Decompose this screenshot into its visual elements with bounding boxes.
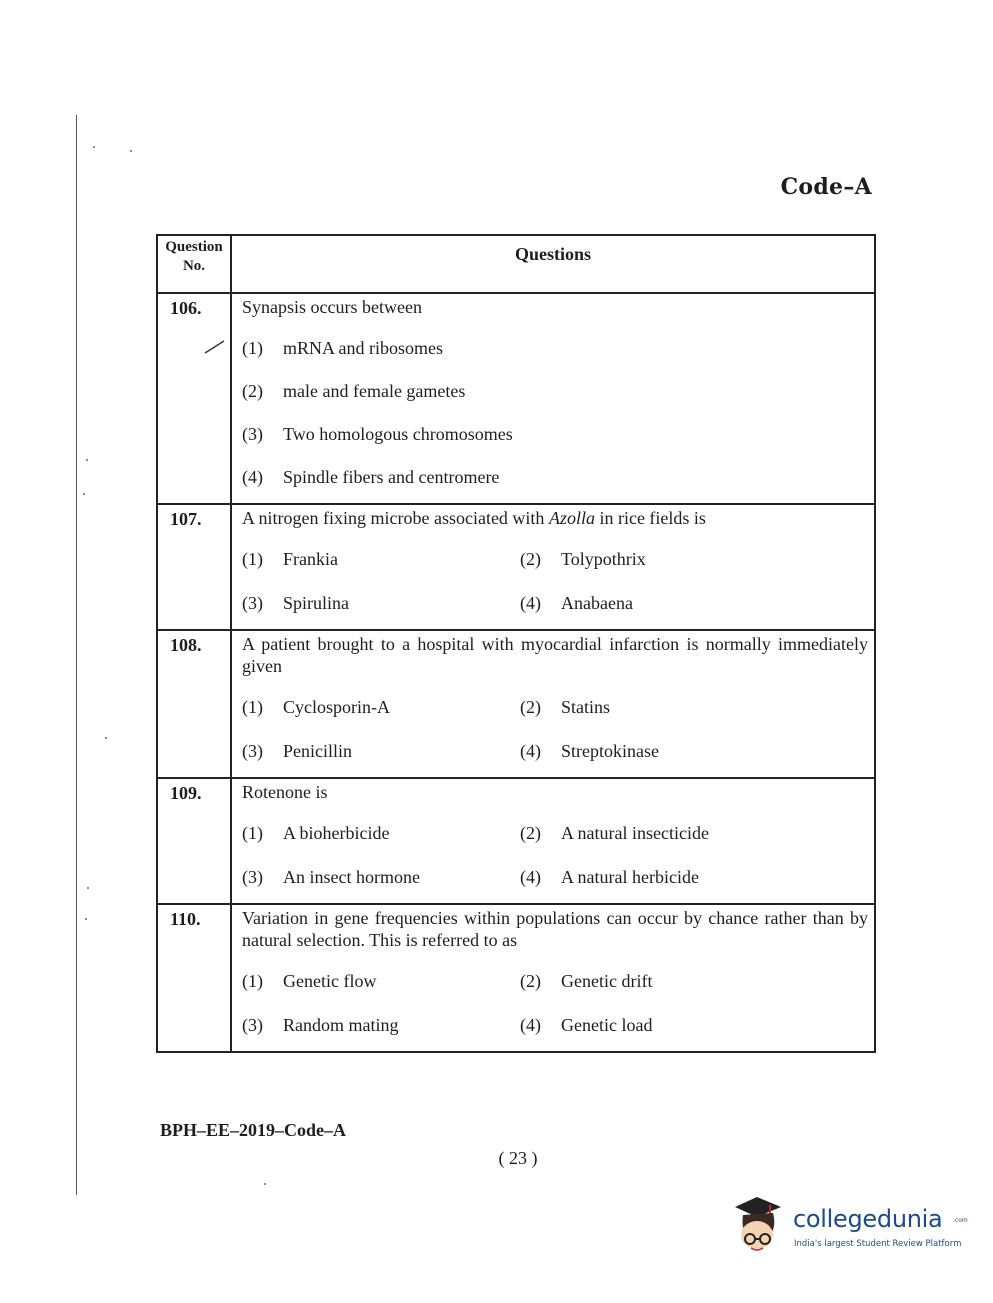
option-row	[242, 549, 870, 593]
watermark-brand-name: collegedunia	[793, 1205, 943, 1233]
option-text: Statins	[561, 697, 611, 717]
option-text: Two homologous chromosomes	[283, 424, 513, 444]
option-number: (4)	[520, 1015, 541, 1035]
option-number: (4)	[520, 867, 541, 887]
scan-speck	[93, 146, 95, 148]
option-number: (1)	[242, 697, 263, 717]
option	[242, 867, 520, 888]
option-number: (1)	[242, 338, 263, 358]
question-number: 108.	[170, 635, 202, 655]
question-body	[231, 778, 875, 904]
scan-speck	[86, 459, 88, 461]
option-text: Penicillin	[283, 741, 352, 761]
scan-margin-line	[76, 115, 77, 1195]
question-stem-italic: Azolla	[548, 508, 595, 528]
option-row	[242, 1015, 870, 1041]
option	[242, 467, 870, 493]
option-number: (2)	[520, 697, 541, 717]
question-row	[157, 778, 875, 904]
question-row	[157, 293, 875, 504]
option	[520, 593, 798, 614]
question-number-cell	[157, 778, 231, 904]
option	[520, 823, 798, 844]
scan-speck	[264, 1183, 266, 1185]
option-text: Cyclosporin-A	[283, 697, 390, 717]
option-row	[242, 867, 870, 893]
paper-code: Code–A	[780, 174, 872, 200]
question-body	[231, 504, 875, 630]
option-text: Genetic load	[561, 1015, 653, 1035]
question-row	[157, 504, 875, 630]
watermark-tagline: India's largest Student Review Platform	[794, 1239, 962, 1249]
option-text: A natural insecticide	[561, 823, 709, 843]
option-row	[242, 823, 870, 867]
question-body	[231, 630, 875, 778]
option-text: male and female gametes	[283, 381, 466, 401]
option-number: (2)	[242, 381, 263, 401]
option-number: (1)	[242, 549, 263, 569]
option	[242, 741, 520, 762]
option-text: Genetic drift	[561, 971, 653, 991]
option	[242, 971, 520, 992]
option-text: Streptokinase	[561, 741, 659, 761]
option-number: (4)	[242, 467, 263, 487]
option	[242, 1015, 520, 1036]
question-stem: Variation in gene frequencies within populations can occur by chance rather than by natural selection. This is referred to as	[242, 908, 868, 950]
question-number: 107.	[170, 509, 202, 529]
question-number-cell	[157, 904, 231, 1052]
option-number: (4)	[520, 741, 541, 761]
option-text: A bioherbicide	[283, 823, 390, 843]
scan-speck	[87, 887, 89, 889]
option-number: (2)	[520, 971, 541, 991]
option-number: (3)	[242, 424, 263, 444]
questions-header: Questions	[231, 235, 875, 293]
option-number: (1)	[242, 823, 263, 843]
collegedunia-watermark	[735, 1195, 968, 1265]
question-stem	[242, 507, 870, 529]
option-text: Random mating	[283, 1015, 399, 1035]
option	[242, 593, 520, 614]
question-number: 110.	[170, 909, 201, 929]
option	[520, 971, 798, 992]
question-number-cell	[157, 630, 231, 778]
option-text: Tolypothrix	[561, 549, 646, 569]
question-number: 109.	[170, 783, 202, 803]
option-text: Frankia	[283, 549, 338, 569]
option-text: mRNA and ribosomes	[283, 338, 443, 358]
option-text: A natural herbicide	[561, 867, 699, 887]
option	[242, 697, 520, 718]
questions-table	[156, 234, 876, 1053]
option-text: Spindle fibers and centromere	[283, 467, 500, 487]
tick-mark-icon	[204, 339, 226, 355]
question-no-header-line2: No.	[182, 258, 206, 274]
question-body	[231, 293, 875, 504]
scan-speck	[105, 737, 107, 739]
question-number: 106.	[170, 298, 202, 318]
option-number: (2)	[520, 549, 541, 569]
question-no-header-line1: Question	[165, 239, 223, 255]
page-number: ( 23 )	[498, 1148, 538, 1168]
footer-paper-code: BPH–EE–2019–Code–A	[160, 1120, 347, 1140]
option-number: (3)	[242, 593, 263, 613]
question-number-cell	[157, 504, 231, 630]
option	[242, 381, 870, 424]
option	[520, 1015, 798, 1036]
option-row	[242, 697, 870, 741]
option-number: (4)	[520, 593, 541, 613]
option	[242, 549, 520, 570]
option-number: (3)	[242, 741, 263, 761]
question-row	[157, 630, 875, 778]
option	[520, 697, 798, 718]
option-number: (3)	[242, 1015, 263, 1035]
option-text: Anabaena	[561, 593, 633, 613]
table-header-row	[157, 235, 875, 293]
question-number-cell	[157, 293, 231, 504]
scan-speck	[130, 150, 132, 152]
option-row	[242, 741, 870, 767]
option	[520, 741, 798, 762]
question-stem: Rotenone is	[242, 782, 328, 802]
question-stem: Synapsis occurs between	[242, 297, 422, 317]
question-stem-part: in rice fields is	[594, 508, 706, 528]
option	[242, 338, 870, 381]
question-no-header	[157, 235, 231, 293]
question-body	[231, 904, 875, 1052]
option	[242, 823, 520, 844]
question-stem: A patient brought to a hospital with myocardial infarction is normally immediately given	[242, 634, 868, 676]
question-stem-part: A nitrogen fixing microbe associated with	[242, 508, 549, 528]
option-number: (1)	[242, 971, 263, 991]
option-text: Spirulina	[283, 593, 349, 613]
watermark-dotcom: .com	[953, 1217, 968, 1224]
option-number: (2)	[520, 823, 541, 843]
option	[520, 549, 798, 570]
graduate-mascot-icon	[735, 1195, 791, 1257]
question-row	[157, 904, 875, 1052]
option	[242, 424, 870, 467]
option-number: (3)	[242, 867, 263, 887]
scan-speck	[83, 493, 85, 495]
option	[520, 867, 798, 888]
option-text: Genetic flow	[283, 971, 377, 991]
option-row	[242, 593, 870, 619]
scan-speck	[85, 918, 87, 920]
option-row	[242, 971, 870, 1015]
option-text: An insect hormone	[283, 867, 420, 887]
